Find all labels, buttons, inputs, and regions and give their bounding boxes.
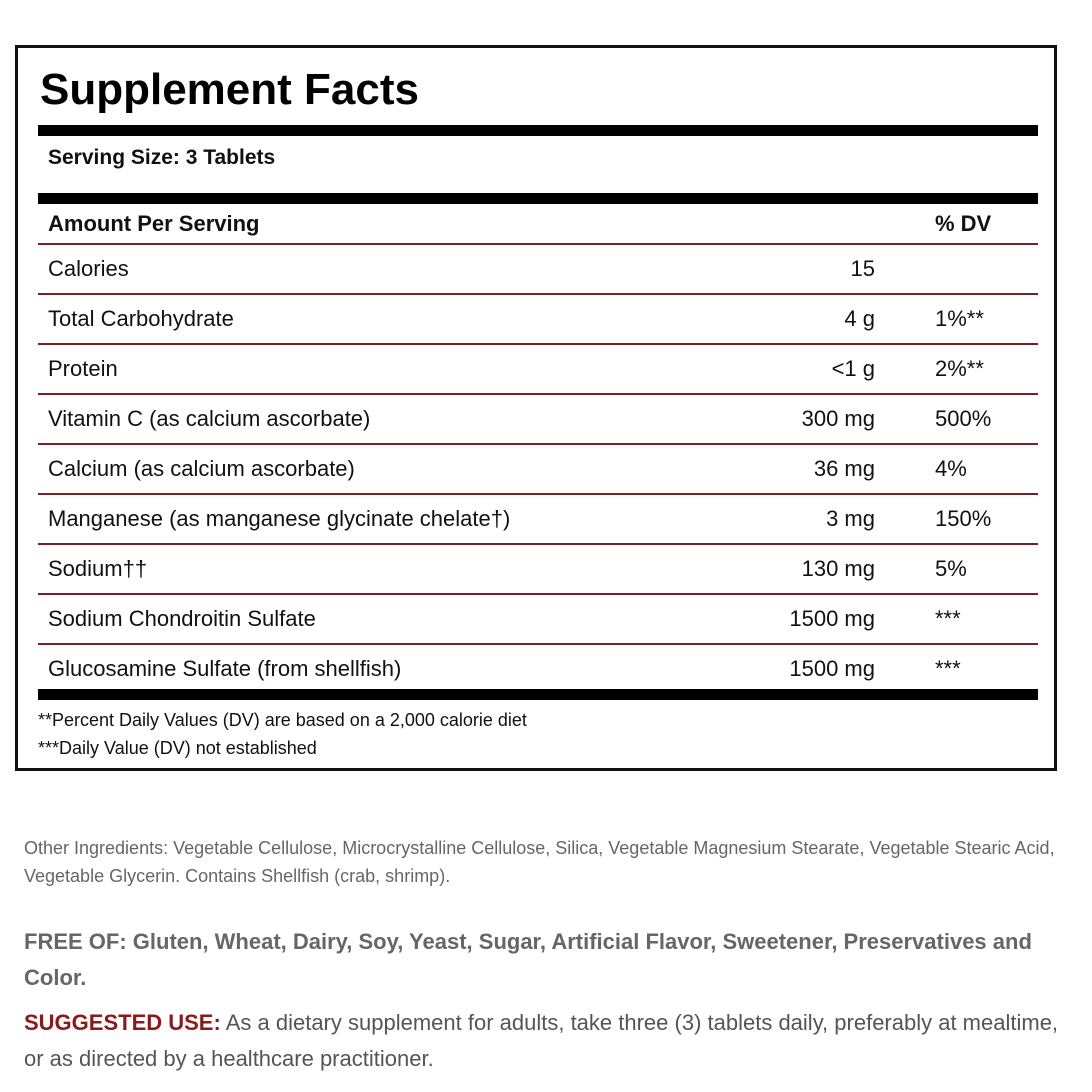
nutrient-amount: 130 mg bbox=[801, 556, 875, 581]
suggested-use-text: As a dietary supplement for adults, take three (3) tablets daily, preferably at mealtime, or as directed by a healthcare practitioner. bbox=[24, 1010, 1059, 1071]
nutrient-amount: 4 g bbox=[844, 306, 875, 331]
thick-divider-bottom bbox=[38, 689, 1038, 700]
nutrient-daily-value: 2%** bbox=[935, 356, 984, 381]
nutrient-name: Calories bbox=[48, 256, 129, 281]
nutrient-daily-value: *** bbox=[935, 606, 961, 631]
other-ingredients: Other Ingredients: Vegetable Cellulose, Microcrystalline Cellulose, Silica, Vegetable Magnesium Stearate, Vegetable Stearic Acid, Vegetable Glycerin. Contains Shellfish (crab, shrimp). bbox=[24, 838, 1055, 886]
nutrient-amount: 3 mg bbox=[826, 506, 875, 531]
footnotes bbox=[38, 706, 527, 762]
nutrient-daily-value: 1%** bbox=[935, 306, 984, 331]
nutrient-row-sodium-chondroitin-sulfate bbox=[38, 595, 1038, 645]
thick-divider-top bbox=[38, 125, 1038, 136]
nutrient-amount: <1 g bbox=[831, 356, 875, 381]
nutrient-row-protein bbox=[38, 345, 1038, 395]
nutrient-row-manganese bbox=[38, 495, 1038, 545]
nutrient-name: Vitamin C (as calcium ascorbate) bbox=[48, 406, 371, 431]
nutrient-name: Sodium†† bbox=[48, 556, 148, 581]
suggested-use bbox=[24, 1005, 1074, 1077]
amount-per-serving-label: Amount Per Serving bbox=[48, 211, 260, 236]
thick-divider-middle bbox=[38, 193, 1038, 204]
serving-size: Serving Size: 3 Tablets bbox=[48, 146, 276, 169]
nutrient-name: Calcium (as calcium ascorbate) bbox=[48, 456, 355, 481]
nutrient-row-calories bbox=[38, 245, 1038, 295]
nutrient-table bbox=[38, 245, 1038, 693]
nutrient-daily-value: 4% bbox=[935, 456, 967, 481]
nutrient-row-vitamin-c bbox=[38, 395, 1038, 445]
footnote-dv-basis: **Percent Daily Values (DV) are based on a 2,000 calorie diet bbox=[38, 710, 527, 730]
nutrient-name: Manganese (as manganese glycinate chelate†) bbox=[48, 506, 511, 531]
nutrient-row-sodium bbox=[38, 545, 1038, 595]
nutrient-row-calcium bbox=[38, 445, 1038, 495]
nutrient-amount: 1500 mg bbox=[789, 606, 875, 631]
daily-value-header: % DV bbox=[935, 211, 992, 236]
suggested-use-label: SUGGESTED USE: bbox=[24, 1010, 221, 1035]
footnote-dv-not-established: ***Daily Value (DV) not established bbox=[38, 738, 317, 758]
nutrient-row-total-carbohydrate bbox=[38, 295, 1038, 345]
nutrient-daily-value: 150% bbox=[935, 506, 992, 531]
nutrient-name: Glucosamine Sulfate (from shellfish) bbox=[48, 656, 402, 681]
supplement-facts-panel bbox=[15, 45, 1057, 771]
facts-title: Supplement Facts bbox=[40, 65, 419, 114]
nutrient-name: Protein bbox=[48, 356, 118, 381]
nutrient-name: Sodium Chondroitin Sulfate bbox=[48, 606, 316, 631]
amount-header-row bbox=[38, 208, 1038, 245]
nutrient-amount: 300 mg bbox=[801, 406, 875, 431]
nutrient-name: Total Carbohydrate bbox=[48, 306, 234, 331]
nutrient-amount: 15 bbox=[850, 256, 875, 281]
nutrient-amount: 36 mg bbox=[813, 456, 875, 481]
nutrient-row-glucosamine-sulfate bbox=[38, 645, 1038, 693]
nutrient-daily-value: 5% bbox=[935, 556, 967, 581]
nutrient-daily-value: *** bbox=[935, 656, 961, 681]
free-of-statement: FREE OF: Gluten, Wheat, Dairy, Soy, Yeast, Sugar, Artificial Flavor, Sweetener, Preservatives and Color. bbox=[24, 929, 1032, 990]
nutrient-daily-value: 500% bbox=[935, 406, 992, 431]
nutrient-amount: 1500 mg bbox=[789, 656, 875, 681]
